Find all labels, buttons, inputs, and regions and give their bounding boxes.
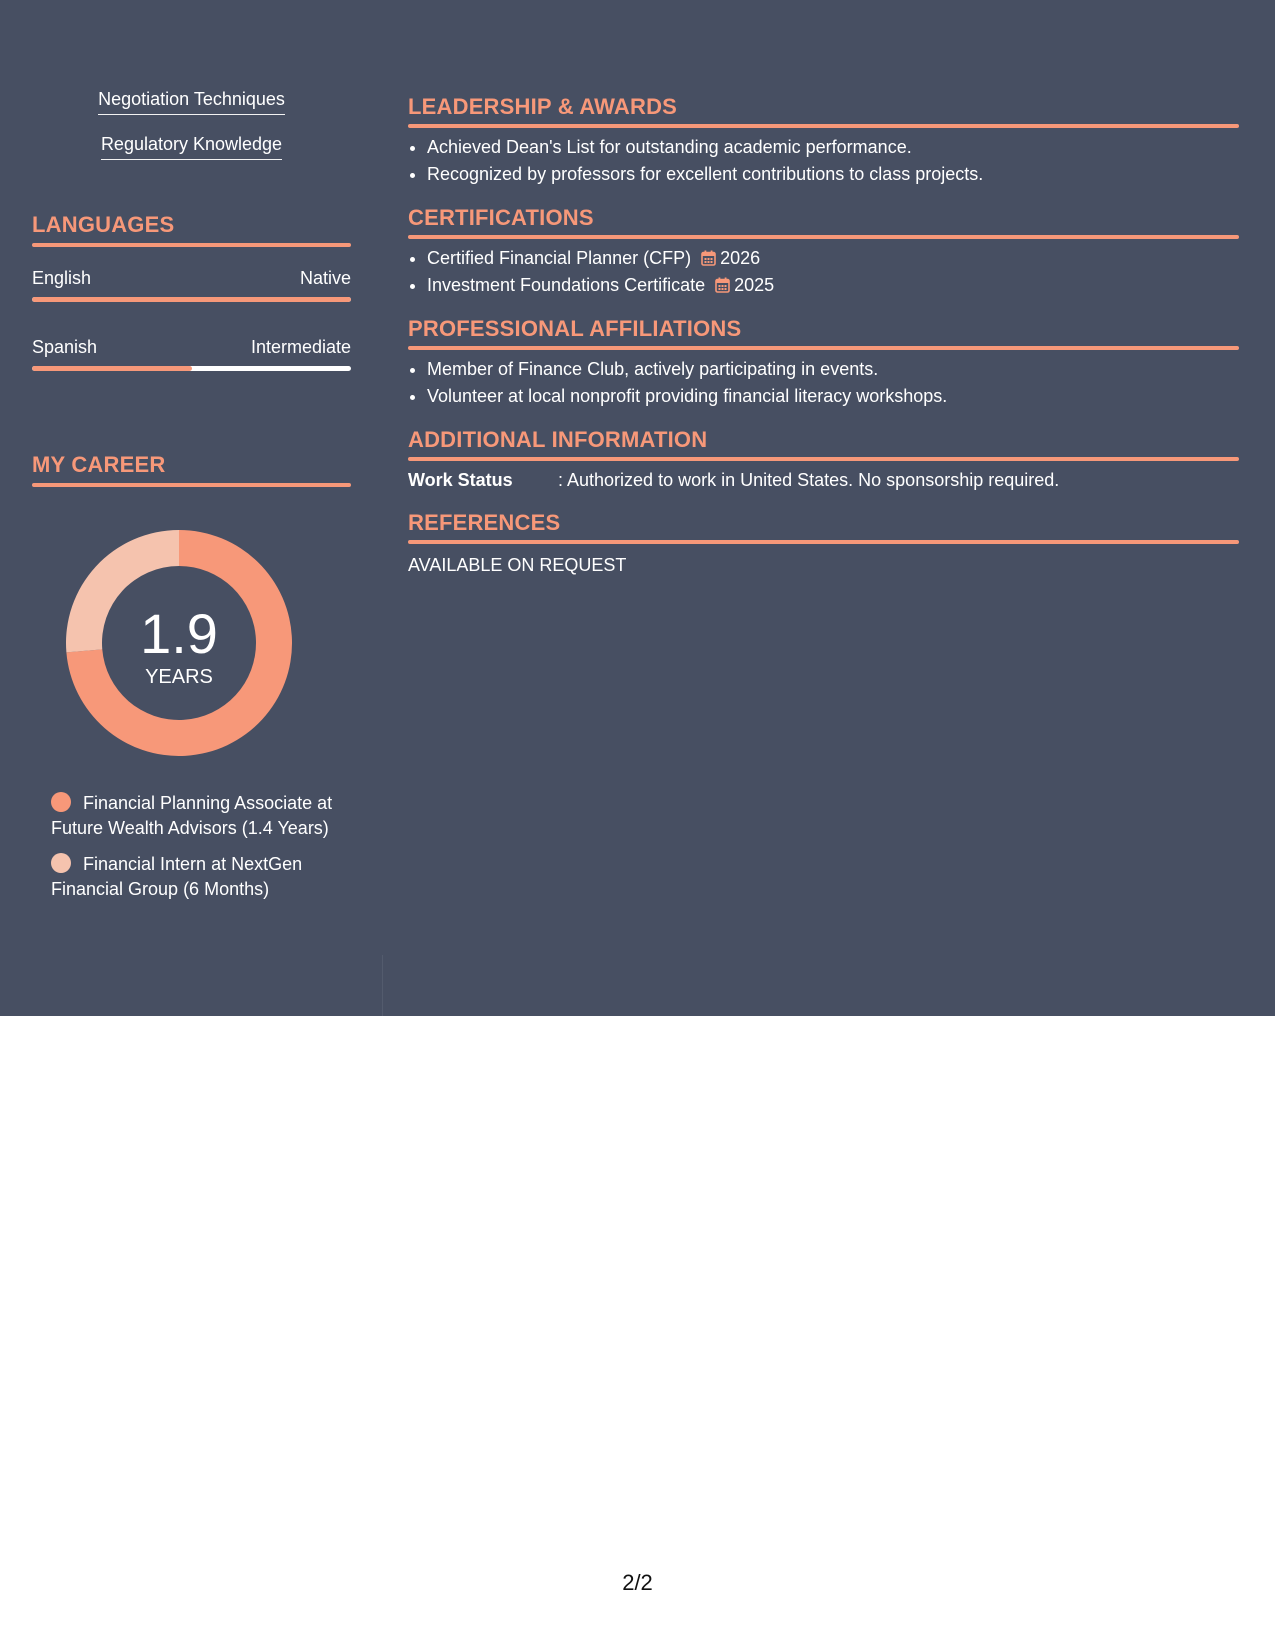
skill-negotiation-techniques: Negotiation Techniques <box>98 88 285 115</box>
references-section <box>408 510 1239 577</box>
language-proficiency-bar <box>32 366 351 371</box>
affiliations-title: PROFESSIONAL AFFILIATIONS <box>408 316 742 341</box>
language-name: Spanish <box>32 337 98 357</box>
list-item <box>427 272 1239 299</box>
career-rule <box>32 483 351 487</box>
work-status-value: : Authorized to work in United States. No sponsorship required. <box>558 470 1060 490</box>
certifications-rule <box>408 235 1239 239</box>
certification-year: 2025 <box>734 275 775 295</box>
affiliations-list <box>408 356 1239 410</box>
list-item: • Recognized by professors for excellent contributions to class projects. <box>427 161 1239 188</box>
career-header <box>32 452 351 487</box>
certification-name: Certified Financial Planner (CFP) <box>427 248 692 268</box>
affiliations-section <box>408 316 1239 410</box>
career-legend-label: Financial Intern at NextGen Financial Group (6 Months) <box>51 854 303 899</box>
leadership-section <box>408 94 1239 188</box>
career-legend-label: Financial Planning Associate at Future Wealth Advisors (1.4 Years) <box>51 793 333 838</box>
page-number: 2/2 <box>622 1570 653 1595</box>
career-legend-item <box>51 791 336 840</box>
language-english <box>32 267 351 302</box>
career-years-unit: YEARS <box>145 666 213 688</box>
certifications-section <box>408 205 1239 299</box>
language-proficiency-fill <box>32 297 351 302</box>
calendar-icon <box>701 250 716 266</box>
language-proficiency-fill <box>32 366 192 371</box>
certifications-title: CERTIFICATIONS <box>408 205 594 230</box>
languages-title: LANGUAGES <box>32 212 175 237</box>
language-spanish <box>32 336 351 371</box>
language-proficiency-bar <box>32 297 351 302</box>
calendar-icon <box>715 277 730 293</box>
leadership-title: LEADERSHIP & AWARDS <box>408 94 678 119</box>
work-status-row <box>408 468 1239 492</box>
column-divider <box>382 955 383 1016</box>
career-total-years: 1.9 <box>140 602 218 665</box>
language-name: English <box>32 268 92 288</box>
references-text: AVAILABLE ON REQUEST <box>408 555 627 575</box>
skill-regulatory-knowledge: Regulatory Knowledge <box>101 133 282 160</box>
legend-dot-icon <box>51 853 71 873</box>
certification-name: Investment Foundations Certificate <box>427 275 706 295</box>
additional-info-rule <box>408 457 1239 461</box>
references-title: REFERENCES <box>408 510 561 535</box>
references-rule <box>408 540 1239 544</box>
list-item <box>427 245 1239 272</box>
certifications-list <box>408 245 1239 299</box>
certification-year: 2026 <box>720 248 761 268</box>
list-item: • Member of Finance Club, actively participating in events. <box>427 356 1239 383</box>
language-level: Native <box>299 268 351 288</box>
career-legend-item <box>51 852 336 901</box>
language-level: Intermediate <box>250 337 351 357</box>
career-donut-chart <box>66 530 292 756</box>
affiliations-rule <box>408 346 1239 350</box>
additional-info-title: ADDITIONAL INFORMATION <box>408 427 708 452</box>
languages-header <box>32 212 351 247</box>
list-item: • Volunteer at local nonprofit providing financial literacy workshops. <box>427 383 1239 410</box>
list-item: • Achieved Dean's List for outstanding academic performance. <box>427 134 1239 161</box>
work-status-label: Work Status <box>408 470 513 490</box>
additional-info-section <box>408 427 1239 492</box>
languages-rule <box>32 243 351 247</box>
career-legend <box>51 791 336 913</box>
legend-dot-icon <box>51 792 71 812</box>
leadership-rule <box>408 124 1239 128</box>
leadership-list <box>408 134 1239 188</box>
career-title: MY CAREER <box>32 452 166 477</box>
